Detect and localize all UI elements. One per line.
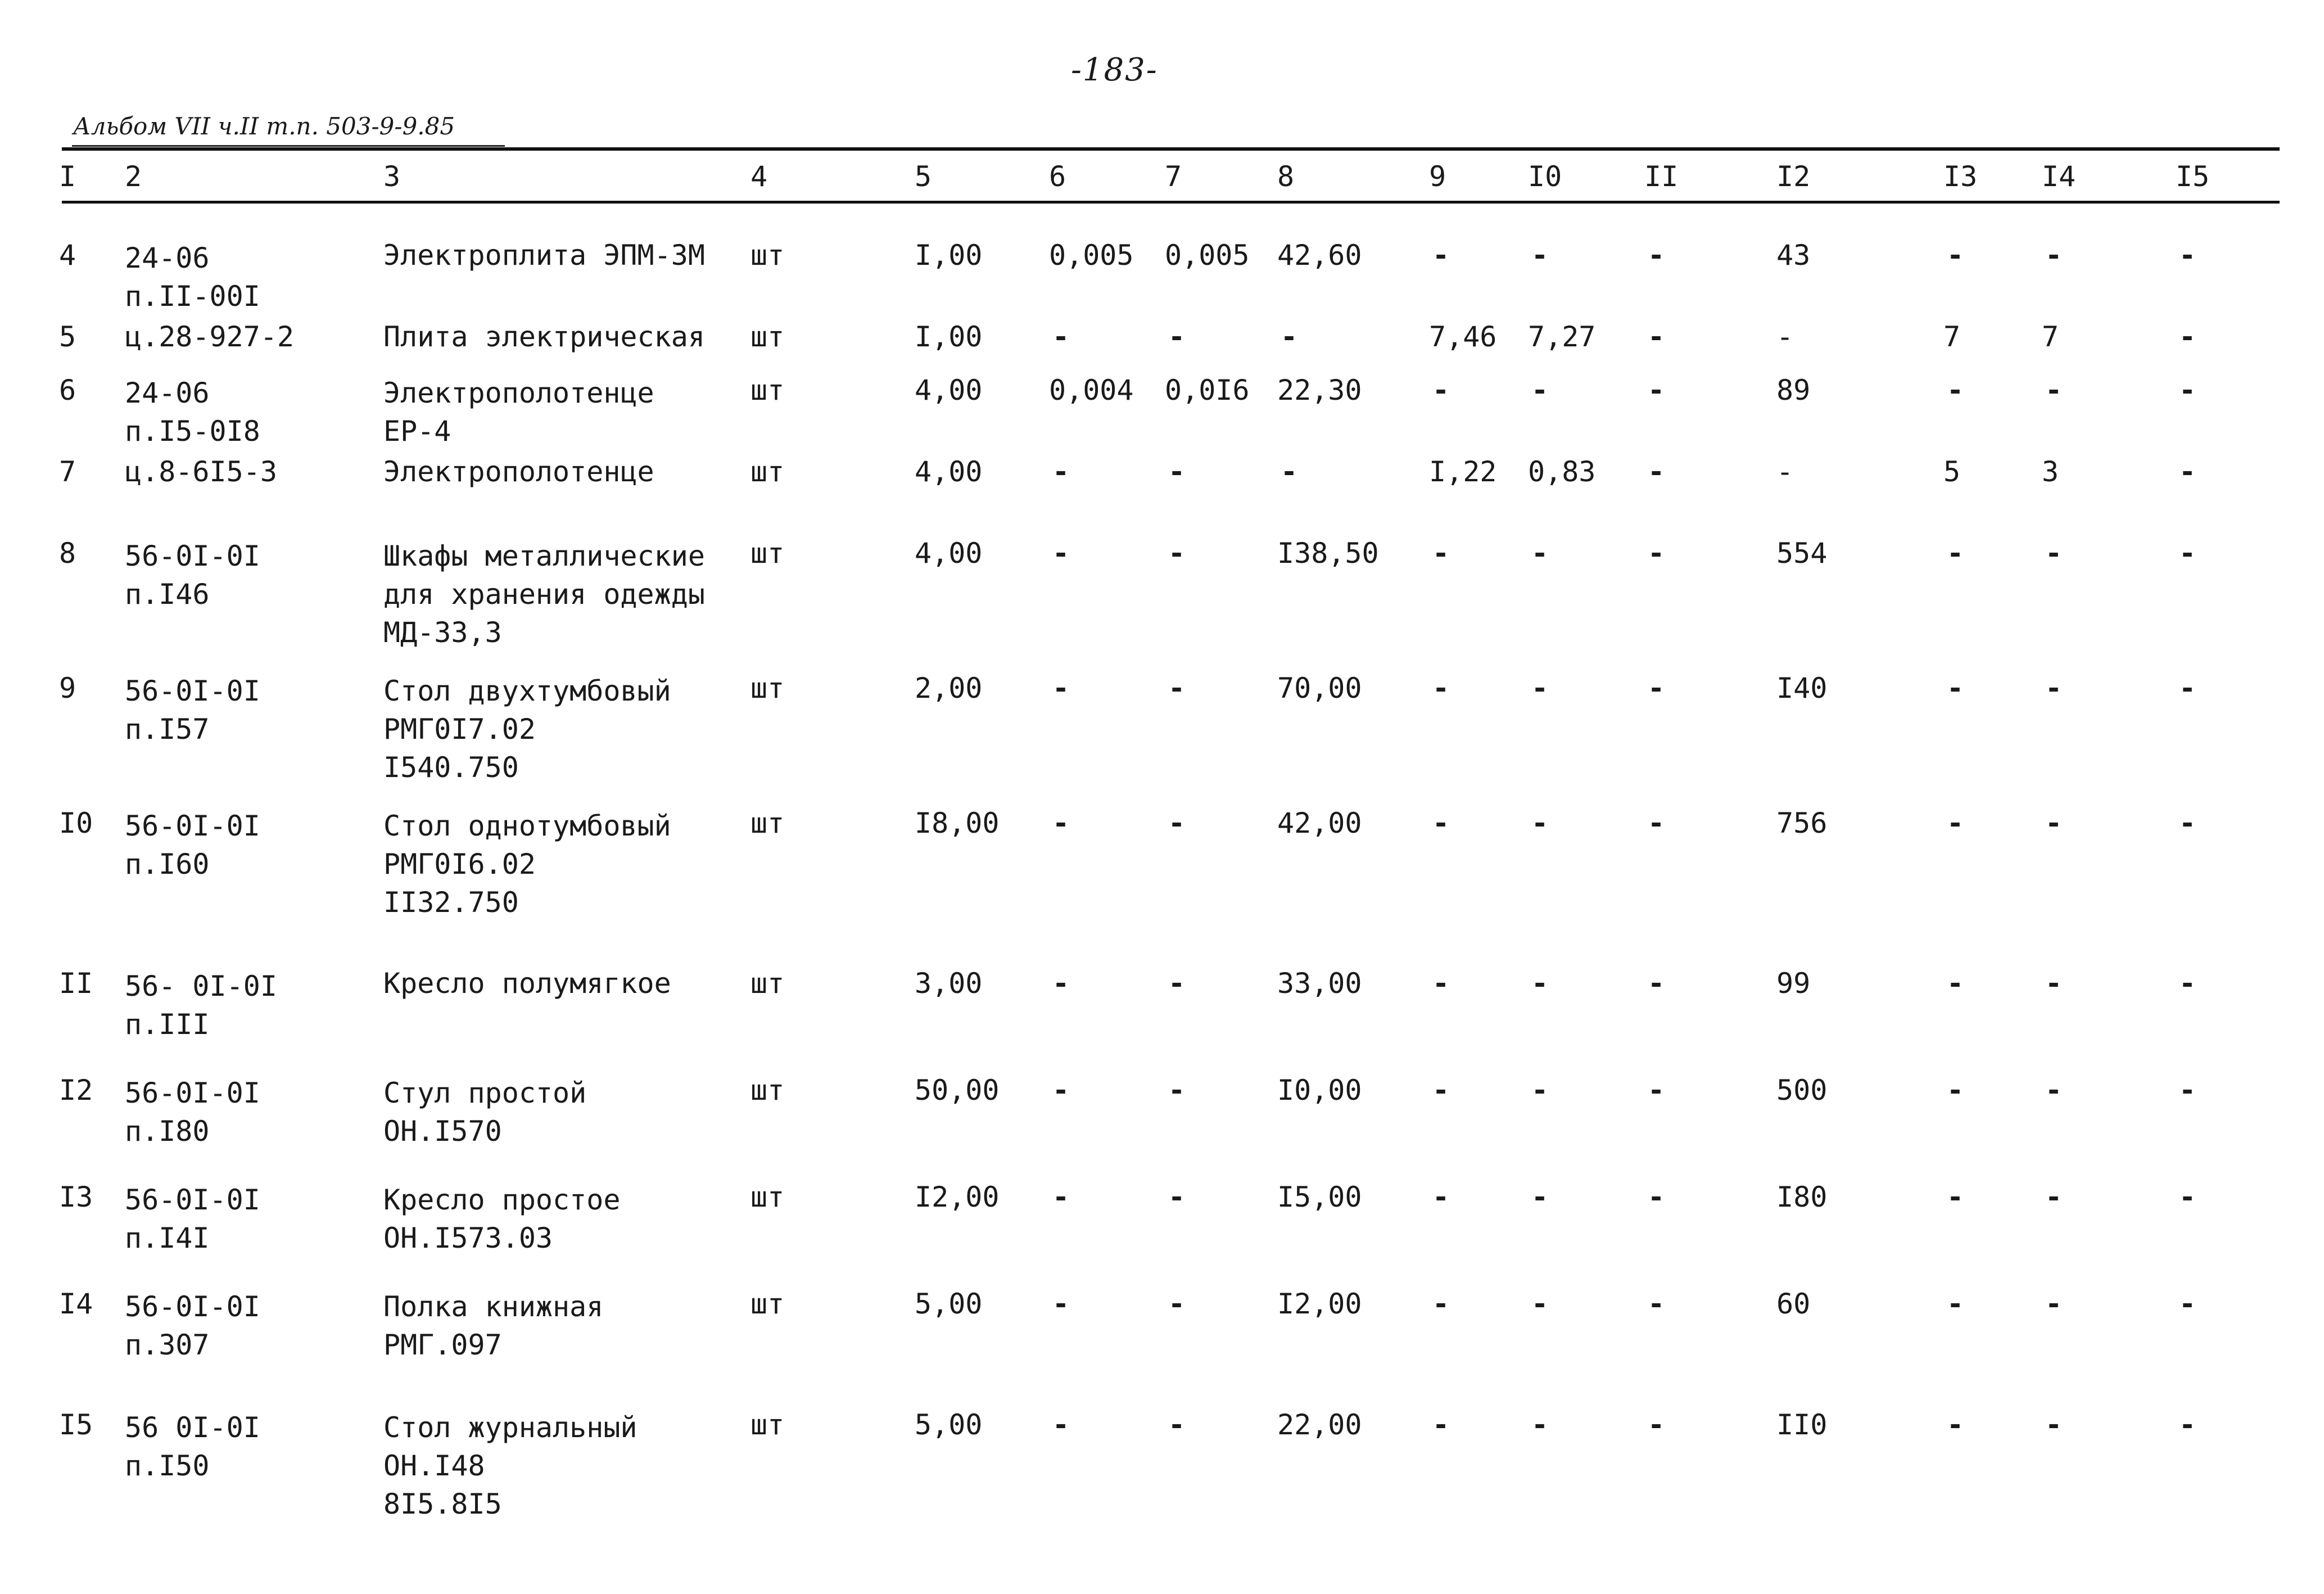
cell-item-number: 7 [59,455,76,488]
cell-quantity: 4,00 [915,537,983,570]
cell-col13: - [1947,537,1964,570]
cell-col15: - [2179,1181,2196,1213]
cell-col14: - [2045,537,2063,570]
cell-col11: - [1648,967,1665,1000]
column-number: 4 [750,160,768,193]
cell-col14: - [2045,1074,2063,1107]
cell-col12: 89 [1776,374,1811,407]
cell-unit: шт [750,455,785,488]
cell-col14: - [2045,1288,2063,1320]
cell-col6: - [1052,1288,1070,1320]
cell-col13: - [1947,1288,1964,1320]
cell-col11: - [1648,1288,1665,1320]
cell-col6: - [1052,1408,1070,1441]
cell-quantity: 50,00 [915,1074,1000,1107]
cell-col8: I2,00 [1277,1288,1362,1320]
cell-col13: - [1947,239,1964,272]
cell-col14: - [2045,807,2063,839]
cell-col6: - [1052,320,1070,353]
column-number: 7 [1165,160,1182,193]
cell-item-name: Электрополотенце ЕР-4 [383,377,654,448]
cell-col13: - [1947,1408,1964,1441]
cell-quantity: I2,00 [915,1181,1000,1213]
cell-col10: - [1531,967,1549,1000]
cell-unit: шт [750,239,785,272]
cell-col10: 7,27 [1528,320,1596,353]
cell-col9: 7,46 [1429,320,1497,353]
cell-unit: шт [750,537,785,570]
cell-price-code: 56-0I-0I п.307 [125,1290,260,1361]
cell-col13: 5 [1943,455,1961,488]
cell-col7: - [1168,537,1186,570]
cell-col7: 0,005 [1165,239,1250,272]
cell-item-name: Электрополотенце [383,455,654,488]
cell-col12: 756 [1776,807,1828,839]
cell-col11: - [1648,1181,1665,1213]
table-header-rule [62,201,2280,204]
column-number: I3 [1943,160,1978,193]
cell-col15: - [2179,1408,2196,1441]
cell-item-number: 5 [59,320,76,353]
cell-col6: - [1052,537,1070,570]
cell-quantity: 4,00 [915,455,983,488]
cell-col6: 0,004 [1049,374,1134,407]
cell-col10: - [1531,807,1549,839]
column-number: I2 [1776,160,1811,193]
cell-unit: шт [750,374,785,407]
cell-col14: - [2045,1408,2063,1441]
cell-col6: - [1052,1074,1070,1107]
cell-col8: I0,00 [1277,1074,1362,1107]
cell-col11: - [1648,320,1665,353]
cell-col9: - [1432,1074,1450,1107]
cell-unit: шт [750,1074,785,1107]
cell-col14: - [2045,967,2063,1000]
cell-col9: - [1432,967,1450,1000]
cell-col12: I40 [1776,672,1828,705]
cell-col10: - [1531,374,1549,407]
cell-col7: - [1168,807,1186,839]
cell-col6: - [1052,967,1070,1000]
cell-col7: - [1168,455,1186,488]
cell-col8: 42,00 [1277,807,1362,839]
cell-col14: - [2045,1181,2063,1213]
cell-item-name: Стул простой ОН.I570 [383,1077,587,1148]
cell-col12: 60 [1776,1288,1811,1320]
cell-col8: 22,30 [1277,374,1362,407]
cell-col8: I38,50 [1277,537,1379,570]
cell-quantity: 2,00 [915,672,983,705]
cell-price-code: 56-0I-0I п.I57 [125,675,260,746]
cell-unit: шт [750,1288,785,1320]
cell-item-number: I0 [59,807,93,839]
cell-price-code: 24-06 п.I5-0I8 [125,377,260,448]
cell-item-number: 8 [59,537,76,570]
cell-col7: - [1168,967,1186,1000]
cell-col8: - [1281,455,1298,488]
cell-quantity: I8,00 [915,807,1000,839]
cell-col9: - [1432,807,1450,839]
cell-col10: - [1531,672,1549,705]
cell-unit: шт [750,1181,785,1213]
cell-col8: I5,00 [1277,1181,1362,1213]
cell-col7: - [1168,1288,1186,1320]
column-number: 5 [915,160,932,193]
cell-col11: - [1648,239,1665,272]
cell-col12: II0 [1776,1408,1828,1441]
cell-col14: 7 [2042,320,2059,353]
cell-unit: шт [750,807,785,839]
cell-col6: - [1052,1181,1070,1213]
cell-col6: - [1052,672,1070,705]
column-number: 8 [1277,160,1295,193]
cell-col13: - [1947,1074,1964,1107]
cell-quantity: 4,00 [915,374,983,407]
cell-col12: 554 [1776,537,1828,570]
cell-col8: 42,60 [1277,239,1362,272]
cell-item-name: Электроплита ЭПМ-3М [383,239,705,272]
cell-col12: - [1776,455,1794,488]
cell-col7: - [1168,672,1186,705]
cell-col14: - [2045,672,2063,705]
cell-item-name: Шкафы металлические для хранения одежды МД-33,3 [383,540,705,649]
cell-col12: 99 [1776,967,1811,1000]
album-header: Альбом VII ч.II т.п. 503-9-9.85 [73,112,455,140]
cell-col8: 33,00 [1277,967,1362,1000]
cell-col6: - [1052,807,1070,839]
cell-col15: - [2179,320,2196,353]
cell-col10: - [1531,239,1549,272]
cell-col9: - [1432,1408,1450,1441]
cell-price-code: 56-0I-0I п.I60 [125,810,260,880]
cell-col9: - [1432,1288,1450,1320]
cell-col7: 0,0I6 [1165,374,1250,407]
cell-col7: - [1168,320,1186,353]
cell-col10: 0,83 [1528,455,1596,488]
cell-col14: - [2045,374,2063,407]
cell-item-name: Стол однотумбовый РМГ0I6.02 II32.750 [383,810,671,919]
cell-item-number: 9 [59,672,76,705]
cell-col12: I80 [1776,1181,1828,1213]
cell-unit: шт [750,1408,785,1441]
page-number: -183- [1071,52,1158,88]
cell-unit: шт [750,320,785,353]
cell-col13: - [1947,1181,1964,1213]
cell-item-number: II [59,967,93,1000]
cell-col9: - [1432,537,1450,570]
cell-price-code: 24-06 п.II-00I [125,242,260,313]
cell-col15: - [2179,1288,2196,1320]
cell-col11: - [1648,537,1665,570]
cell-item-name: Полка книжная РМГ.097 [383,1290,604,1361]
cell-col15: - [2179,807,2196,839]
cell-col9: - [1432,672,1450,705]
cell-col6: 0,005 [1049,239,1134,272]
cell-col9: - [1432,374,1450,407]
cell-item-name: Стол журнальный ОН.I48 8I5.8I5 [383,1411,637,1520]
cell-quantity: 5,00 [915,1288,983,1320]
cell-col8: 70,00 [1277,672,1362,705]
cell-quantity: I,00 [915,239,983,272]
cell-col15: - [2179,374,2196,407]
cell-col8: 22,00 [1277,1408,1362,1441]
cell-col13: - [1947,967,1964,1000]
cell-item-number: I3 [59,1181,93,1213]
column-number: II [1644,160,1679,193]
cell-item-number: I5 [59,1408,93,1441]
cell-col7: - [1168,1074,1186,1107]
cell-price-code: 56-0I-0I п.I80 [125,1077,260,1148]
cell-item-number: 6 [59,374,76,407]
cell-col10: - [1531,537,1549,570]
cell-price-code: ц.8-6I5-3 [125,455,277,488]
cell-col7: - [1168,1408,1186,1441]
cell-price-code: 56- 0I-0I п.III [125,970,277,1041]
cell-col6: - [1052,455,1070,488]
cell-price-code: 56-0I-0I п.I4I [125,1184,260,1254]
cell-item-name: Кресло полумягкое [383,967,671,1000]
cell-col15: - [2179,455,2196,488]
cell-col13: - [1947,672,1964,705]
cell-col15: - [2179,672,2196,705]
table-top-rule [62,147,2280,151]
cell-col14: - [2045,239,2063,272]
cell-quantity: 3,00 [915,967,983,1000]
cell-col11: - [1648,455,1665,488]
cell-item-name: Плита электрическая [383,320,705,353]
cell-col9: - [1432,1181,1450,1213]
cell-col15: - [2179,1074,2196,1107]
cell-col13: 7 [1943,320,1961,353]
cell-col11: - [1648,807,1665,839]
cell-col12: - [1776,320,1794,353]
cell-col13: - [1947,807,1964,839]
cell-col13: - [1947,374,1964,407]
cell-item-name: Стол двухтумбовый РМГ0I7.02 I540.750 [383,675,671,784]
cell-col15: - [2179,967,2196,1000]
cell-col11: - [1648,672,1665,705]
cell-col9: I,22 [1429,455,1497,488]
column-number: 3 [383,160,401,193]
cell-item-number: I4 [59,1288,93,1320]
cell-unit: шт [750,967,785,1000]
column-number: 2 [125,160,142,193]
cell-col14: 3 [2042,455,2059,488]
cell-price-code: 56-0I-0I п.I46 [125,540,260,611]
cell-quantity: 5,00 [915,1408,983,1441]
cell-col9: - [1432,239,1450,272]
column-number: I [59,160,76,193]
cell-col10: - [1531,1074,1549,1107]
cell-col7: - [1168,1181,1186,1213]
album-underline [72,145,505,147]
cell-item-number: 4 [59,239,76,272]
column-number: I5 [2176,160,2210,193]
cell-item-name: Кресло простое ОН.I573.03 [383,1184,621,1254]
cell-col8: - [1281,320,1298,353]
cell-col10: - [1531,1181,1549,1213]
cell-unit: шт [750,672,785,705]
cell-price-code: ц.28-927-2 [125,320,295,353]
column-number: I0 [1528,160,1562,193]
cell-col15: - [2179,239,2196,272]
cell-col11: - [1648,1074,1665,1107]
cell-col12: 43 [1776,239,1811,272]
cell-col15: - [2179,537,2196,570]
cell-price-code: 56 0I-0I п.I50 [125,1411,260,1482]
column-number: I4 [2042,160,2076,193]
cell-quantity: I,00 [915,320,983,353]
cell-item-number: I2 [59,1074,93,1107]
cell-col11: - [1648,374,1665,407]
cell-col10: - [1531,1288,1549,1320]
column-number: 9 [1429,160,1446,193]
cell-col11: - [1648,1408,1665,1441]
column-number: 6 [1049,160,1066,193]
cell-col12: 500 [1776,1074,1828,1107]
cell-col10: - [1531,1408,1549,1441]
